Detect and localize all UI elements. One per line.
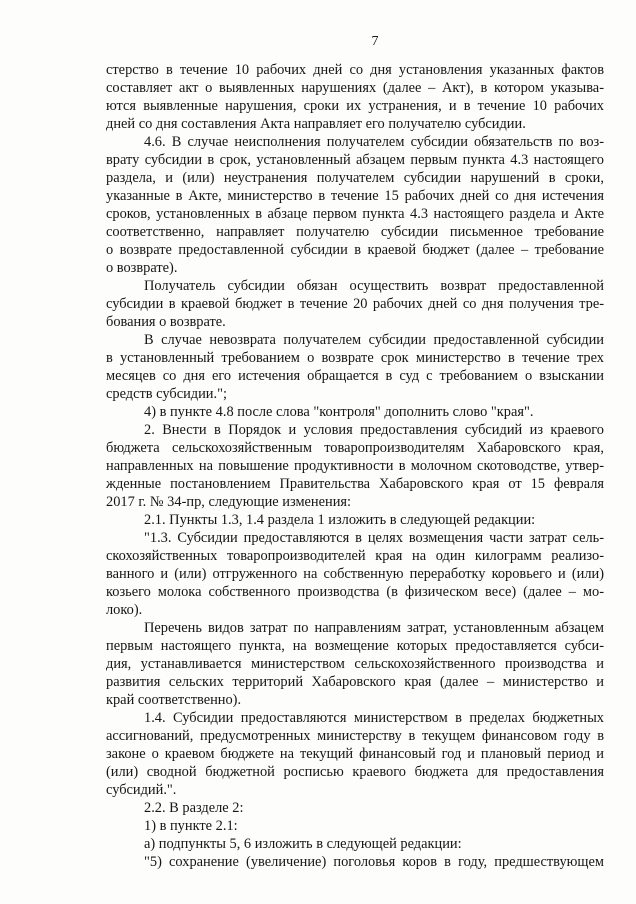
text-line: законе о краевом бюджете на текущий финансовый год и плановый период и [106, 746, 604, 762]
text-line: бюджета сельскохозяйственным товаропроизводителям Хабаровского края, [106, 440, 604, 456]
text-line: край соответственно). [106, 692, 242, 708]
text-line: ассигнований, предусмотренных министерству в текущем финансовом году в [106, 728, 604, 744]
text-line: "5) сохранение (увеличение) поголовья коров в году, предшествующем [144, 854, 604, 870]
text-line: субсидии в краевой бюджет в течение 20 рабочих дней со дня получения тре- [106, 296, 604, 312]
text-line: скохозяйственных товаропроизводителей края на один килограмм реализо- [106, 548, 604, 564]
text-line: о возврате). [106, 260, 178, 276]
text-line: Получатель субсидии обязан осуществить возврат предоставленной [144, 278, 604, 294]
text-line: Перечень видов затрат по направлениям затрат, установленным абзацем [144, 620, 604, 636]
text-line: бования о возврате. [106, 314, 226, 330]
text-line: месяцев со дня его истечения обращается в суд с требованием о взыскании [106, 368, 604, 384]
body-text [106, 61, 604, 871]
text-line: направленных на повышение продуктивности в молочном скотоводстве, утвер- [106, 458, 604, 474]
text-line: первым настоящего пункта, на возмещение которых предоставляется субси- [106, 638, 604, 654]
text-line: стерство в течение 10 рабочих дней со дня установления указанных фактов [106, 62, 604, 78]
text-line: средств субсидии."; [106, 386, 227, 402]
page-number: 7 [371, 34, 379, 49]
text-line: развития сельских территорий Хабаровского края (далее – министерство и [106, 674, 604, 690]
text-line: 4.6. В случае неисполнения получателем субсидии обязательств по воз- [144, 134, 604, 150]
text-line: 2.2. В разделе 2: [144, 800, 244, 816]
text-line: козьего молока собственного производства (в физическом весе) (далее – мо- [106, 584, 604, 600]
text-line: жденные постановлением Правительства Хабаровского края от 15 февраля [106, 476, 604, 492]
text-line: В случае невозврата получателем субсидии предоставленной субсидии [144, 332, 604, 348]
text-line: указанные в Акте, министерство в течение 15 рабочих дней со дня истечения [106, 188, 604, 204]
text-line: 4) в пункте 4.8 после слова "контроля" дополнить слово "края". [144, 404, 534, 420]
text-line: 1) в пункте 2.1: [144, 818, 238, 834]
text-line: дия, устанавливается министерством сельскохозяйственного производства и [106, 656, 604, 672]
text-line: "1.3. Субсидии предоставляются в целях возмещения части затрат сель- [144, 530, 604, 546]
text-line: 2. Внести в Порядок и условия предоставления субсидий из краевого [144, 422, 604, 438]
text-line: ванного и (или) отгруженного на собственную переработку коровьего и (или) [106, 566, 604, 582]
text-line: локо). [106, 602, 143, 618]
text-line: ются выявленные нарушения, сроки их устранения, и в течение 10 рабочих [106, 98, 604, 114]
text-line: дней со дня составления Акта направляет его получателю субсидии. [106, 116, 526, 132]
text-line: составляет акт о выявленных нарушениях (далее – Акт), в котором указыва- [106, 80, 604, 96]
text-line: раздела, и (или) неустранения получателем субсидии нарушений в сроки, [106, 170, 604, 186]
text-line: о возврате предоставленной субсидии в краевой бюджет (далее – требование [106, 242, 604, 258]
text-line: 2.1. Пункты 1.3, 1.4 раздела 1 изложить в следующей редакции: [144, 512, 536, 528]
text-line: 1.4. Субсидии предоставляются министерством в пределах бюджетных [144, 710, 604, 726]
text-line: сроков, установленных в абзаце первом пункта 4.3 настоящего раздела и Акте [106, 206, 604, 222]
text-line: в установленный требованием о возврате срок министерство в течение трех [106, 350, 604, 366]
text-line: соответственно, направляет получателю субсидии письменное требование [106, 224, 604, 240]
text-line: субсидий.". [106, 782, 177, 798]
text-line: (или) сводной бюджетной росписью краевого бюджета для предоставления [106, 764, 604, 780]
text-line: 2017 г. № 34-пр, следующие изменения: [106, 494, 352, 510]
text-line: врату субсидии в срок, установленный абзацем первым пункта 4.3 настоящего [106, 152, 604, 168]
text-line: а) подпункты 5, 6 изложить в следующей редакции: [144, 836, 462, 852]
